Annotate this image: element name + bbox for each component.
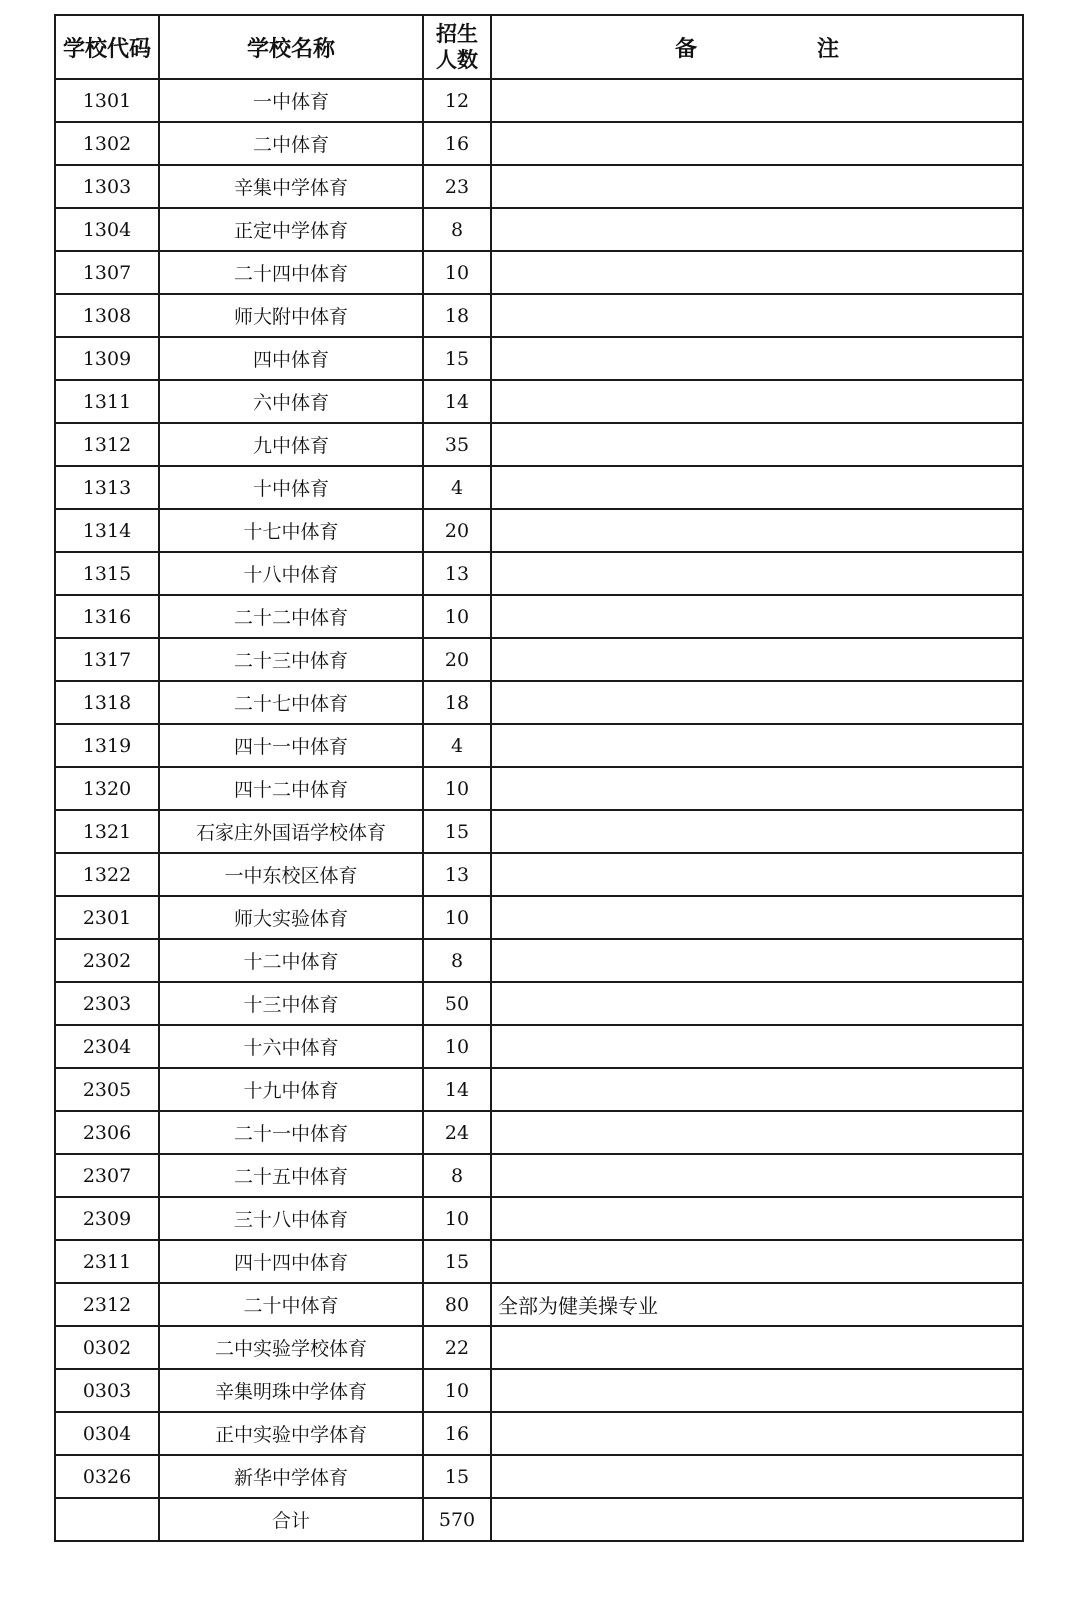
- school-name-cell: 一中体育: [159, 79, 423, 122]
- enrollment-count-cell: 16: [423, 122, 491, 165]
- enrollment-count-cell: 80: [423, 1283, 491, 1326]
- school-name-cell: 石家庄外国语学校体育: [159, 810, 423, 853]
- table-row: [55, 251, 1023, 294]
- remark-cell: [491, 1111, 1023, 1154]
- school-name-cell: 十六中体育: [159, 1025, 423, 1068]
- remark-cell: [491, 767, 1023, 810]
- total-count: 570: [423, 1498, 491, 1541]
- school-name-cell: 一中东校区体育: [159, 853, 423, 896]
- school-code-cell: 2301: [55, 896, 159, 939]
- enrollment-count-cell: 8: [423, 208, 491, 251]
- remark-cell: [491, 1455, 1023, 1498]
- enrollment-count-cell: 8: [423, 1154, 491, 1197]
- enrollment-count-cell: 13: [423, 552, 491, 595]
- header-school-name: 学校名称: [159, 15, 423, 79]
- school-code-cell: 1312: [55, 423, 159, 466]
- total-remark: [491, 1498, 1023, 1541]
- school-code-cell: 1302: [55, 122, 159, 165]
- table-row: [55, 1455, 1023, 1498]
- school-name-cell: 十中体育: [159, 466, 423, 509]
- table-row: [55, 982, 1023, 1025]
- school-name-cell: 十八中体育: [159, 552, 423, 595]
- school-code-cell: 0326: [55, 1455, 159, 1498]
- school-name-cell: 辛集中学体育: [159, 165, 423, 208]
- table-row: [55, 1154, 1023, 1197]
- remark-cell: [491, 380, 1023, 423]
- header-enrollment-count: [423, 15, 491, 79]
- school-code-cell: 2311: [55, 1240, 159, 1283]
- school-name-cell: 四十四中体育: [159, 1240, 423, 1283]
- enrollment-count-cell: 15: [423, 810, 491, 853]
- school-code-cell: 2306: [55, 1111, 159, 1154]
- table-row: [55, 1326, 1023, 1369]
- school-code-cell: 1313: [55, 466, 159, 509]
- table-row: [55, 638, 1023, 681]
- remark-cell: [491, 1412, 1023, 1455]
- header-row: [55, 15, 1023, 79]
- remark-cell: [491, 337, 1023, 380]
- remark-cell: [491, 896, 1023, 939]
- enrollment-count-cell: 10: [423, 595, 491, 638]
- enrollment-count-cell: 18: [423, 681, 491, 724]
- enrollment-count-cell: 23: [423, 165, 491, 208]
- school-code-cell: 1307: [55, 251, 159, 294]
- school-name-cell: 新华中学体育: [159, 1455, 423, 1498]
- school-name-cell: 三十八中体育: [159, 1197, 423, 1240]
- enrollment-count-cell: 16: [423, 1412, 491, 1455]
- enrollment-count-cell: 10: [423, 1369, 491, 1412]
- remark-cell: [491, 1240, 1023, 1283]
- school-name-cell: 二中体育: [159, 122, 423, 165]
- school-code-cell: 1311: [55, 380, 159, 423]
- school-name-cell: 九中体育: [159, 423, 423, 466]
- table-row: [55, 1369, 1023, 1412]
- enrollment-count-cell: 4: [423, 466, 491, 509]
- remark-cell: [491, 638, 1023, 681]
- remark-cell: [491, 1326, 1023, 1369]
- header-count-line2: 人数: [436, 48, 478, 72]
- table-row: [55, 1197, 1023, 1240]
- remark-cell: [491, 294, 1023, 337]
- enrollment-count-cell: 8: [423, 939, 491, 982]
- enrollment-count-cell: 14: [423, 380, 491, 423]
- enrollment-count-cell: 10: [423, 896, 491, 939]
- table-row: [55, 380, 1023, 423]
- school-name-cell: 六中体育: [159, 380, 423, 423]
- enrollment-count-cell: 35: [423, 423, 491, 466]
- enrollment-count-cell: 22: [423, 1326, 491, 1369]
- school-code-cell: 1308: [55, 294, 159, 337]
- table-row: [55, 681, 1023, 724]
- school-name-cell: 四中体育: [159, 337, 423, 380]
- remark-cell: [491, 1025, 1023, 1068]
- remark-cell: [491, 1197, 1023, 1240]
- table-row: [55, 294, 1023, 337]
- table-body: [55, 79, 1023, 1498]
- table-row: [55, 509, 1023, 552]
- total-row: [55, 1498, 1023, 1541]
- remark-cell: [491, 509, 1023, 552]
- table-row: [55, 810, 1023, 853]
- school-name-cell: 二十四中体育: [159, 251, 423, 294]
- school-name-cell: 二十五中体育: [159, 1154, 423, 1197]
- enrollment-count-cell: 24: [423, 1111, 491, 1154]
- table-row: [55, 552, 1023, 595]
- table-row: [55, 1412, 1023, 1455]
- remark-cell: [491, 79, 1023, 122]
- enrollment-count-cell: 50: [423, 982, 491, 1025]
- enrollment-count-cell: 10: [423, 1025, 491, 1068]
- school-code-cell: 1318: [55, 681, 159, 724]
- table-row: [55, 165, 1023, 208]
- table-row: [55, 1283, 1023, 1326]
- school-name-cell: 二中实验学校体育: [159, 1326, 423, 1369]
- enrollment-count-cell: 18: [423, 294, 491, 337]
- school-code-cell: 0302: [55, 1326, 159, 1369]
- header-remark: [491, 15, 1023, 79]
- table-row: [55, 1111, 1023, 1154]
- school-code-cell: 0303: [55, 1369, 159, 1412]
- school-code-cell: 1321: [55, 810, 159, 853]
- enrollment-count-cell: 10: [423, 1197, 491, 1240]
- school-code-cell: 1317: [55, 638, 159, 681]
- remark-cell: [491, 466, 1023, 509]
- remark-cell: [491, 1369, 1023, 1412]
- remark-cell: [491, 251, 1023, 294]
- enrollment-count-cell: 20: [423, 638, 491, 681]
- remark-cell: [491, 681, 1023, 724]
- enrollment-count-cell: 20: [423, 509, 491, 552]
- remark-cell: [491, 810, 1023, 853]
- table-row: [55, 208, 1023, 251]
- school-code-cell: 1301: [55, 79, 159, 122]
- school-name-cell: 二十二中体育: [159, 595, 423, 638]
- table-row: [55, 1068, 1023, 1111]
- enrollment-count-cell: 13: [423, 853, 491, 896]
- remark-cell: [491, 595, 1023, 638]
- school-code-cell: 1314: [55, 509, 159, 552]
- school-name-cell: 二十一中体育: [159, 1111, 423, 1154]
- remark-cell: 全部为健美操专业: [491, 1283, 1023, 1326]
- school-code-cell: 1322: [55, 853, 159, 896]
- table-header: [55, 15, 1023, 79]
- school-name-cell: 四十一中体育: [159, 724, 423, 767]
- school-code-cell: 1320: [55, 767, 159, 810]
- enrollment-count-cell: 14: [423, 1068, 491, 1111]
- school-name-cell: 十三中体育: [159, 982, 423, 1025]
- table-footer: [55, 1498, 1023, 1541]
- enrollment-count-cell: 10: [423, 767, 491, 810]
- enrollment-count-cell: 4: [423, 724, 491, 767]
- school-name-cell: 十七中体育: [159, 509, 423, 552]
- school-code-cell: 2305: [55, 1068, 159, 1111]
- remark-cell: [491, 165, 1023, 208]
- school-name-cell: 师大实验体育: [159, 896, 423, 939]
- header-school-code: 学校代码: [55, 15, 159, 79]
- enrollment-count-cell: 15: [423, 1240, 491, 1283]
- school-code-cell: 1304: [55, 208, 159, 251]
- remark-cell: [491, 552, 1023, 595]
- school-name-cell: 正定中学体育: [159, 208, 423, 251]
- school-name-cell: 四十二中体育: [159, 767, 423, 810]
- table-row: [55, 939, 1023, 982]
- school-code-cell: 1303: [55, 165, 159, 208]
- total-code: [55, 1498, 159, 1541]
- enrollment-count-cell: 15: [423, 337, 491, 380]
- table-row: [55, 466, 1023, 509]
- school-code-cell: 2303: [55, 982, 159, 1025]
- school-name-cell: 二十七中体育: [159, 681, 423, 724]
- remark-cell: [491, 939, 1023, 982]
- table-row: [55, 896, 1023, 939]
- table-row: [55, 767, 1023, 810]
- remark-cell: [491, 208, 1023, 251]
- enrollment-count-cell: 15: [423, 1455, 491, 1498]
- remark-cell: [491, 982, 1023, 1025]
- remark-cell: [491, 1068, 1023, 1111]
- table-row: [55, 423, 1023, 466]
- remark-cell: [491, 423, 1023, 466]
- remark-cell: [491, 853, 1023, 896]
- school-name-cell: 师大附中体育: [159, 294, 423, 337]
- table-row: [55, 595, 1023, 638]
- school-code-cell: 2304: [55, 1025, 159, 1068]
- school-code-cell: 2307: [55, 1154, 159, 1197]
- header-count-line1: 招生: [436, 22, 478, 46]
- school-code-cell: 2302: [55, 939, 159, 982]
- school-name-cell: 十九中体育: [159, 1068, 423, 1111]
- remark-cell: [491, 724, 1023, 767]
- school-name-cell: 十二中体育: [159, 939, 423, 982]
- enrollment-count-cell: 12: [423, 79, 491, 122]
- school-code-cell: 2309: [55, 1197, 159, 1240]
- header-remark-text: 备注: [674, 36, 959, 62]
- table-row: [55, 122, 1023, 165]
- school-code-cell: 1319: [55, 724, 159, 767]
- table-row: [55, 724, 1023, 767]
- school-name-cell: 二十三中体育: [159, 638, 423, 681]
- school-name-cell: 二十中体育: [159, 1283, 423, 1326]
- table-row: [55, 1240, 1023, 1283]
- school-code-cell: 1316: [55, 595, 159, 638]
- table-row: [55, 79, 1023, 122]
- remark-cell: [491, 1154, 1023, 1197]
- table-row: [55, 853, 1023, 896]
- table-row: [55, 1025, 1023, 1068]
- enrollment-count-cell: 10: [423, 251, 491, 294]
- school-name-cell: 辛集明珠中学体育: [159, 1369, 423, 1412]
- school-code-cell: 2312: [55, 1283, 159, 1326]
- table-row: [55, 337, 1023, 380]
- total-label: 合计: [159, 1498, 423, 1541]
- school-code-cell: 1309: [55, 337, 159, 380]
- school-code-cell: 1315: [55, 552, 159, 595]
- school-code-cell: 0304: [55, 1412, 159, 1455]
- remark-cell: [491, 122, 1023, 165]
- enrollment-table: [54, 14, 1024, 1542]
- school-name-cell: 正中实验中学体育: [159, 1412, 423, 1455]
